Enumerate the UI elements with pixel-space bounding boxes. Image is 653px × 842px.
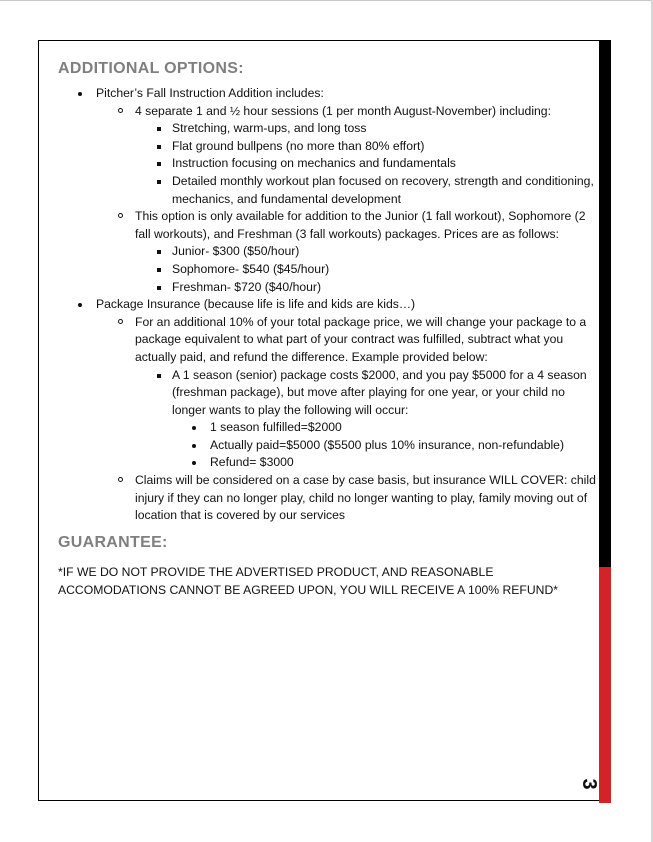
list-item (58, 85, 598, 296)
price-item: Freshman- $720 ($40/hour) (135, 279, 598, 297)
document-page (38, 40, 611, 801)
list-item (96, 103, 598, 209)
refund-policy-text: For an additional 10% of your total package price, we will change your package to a package equivalent to what part of your contract was fulfilled, subtract what you actually paid, and refund the difference. Example provided below: (135, 314, 587, 364)
list-item (58, 296, 598, 525)
calc-line: 1 season fulfilled=$2000 (172, 419, 598, 437)
price-list (135, 243, 598, 296)
options-list (58, 85, 598, 525)
calc-line: Refund= $3000 (172, 454, 598, 472)
list-item: Instruction focusing on mechanics and fundamentals (135, 155, 598, 173)
calc-line: Actually paid=$5000 ($5500 plus 10% insurance, non-refundable) (172, 437, 598, 455)
guarantee-text: *IF WE DO NOT PROVIDE THE ADVERTISED PRODUCT, AND REASONABLE ACCOMODATIONS CANNOT BE AGREED UPON, YOU WILL RECEIVE A 100% REFUND* (58, 564, 559, 597)
list-item: Flat ground bullpens (no more than 80% effort) (135, 138, 598, 156)
sessions-items (135, 120, 598, 208)
additional-options-heading: ADDITIONAL OPTIONS: (58, 60, 244, 77)
example-list (135, 367, 598, 473)
side-accent-bar-black (599, 40, 611, 567)
viewer-edge-top (0, 0, 653, 1)
pitcher-addition-label: Pitcher’s Fall Instruction Addition includes: (96, 86, 324, 100)
side-accent-bar-red (599, 567, 611, 803)
sessions-label: 4 separate 1 and ½ hour sessions (1 per month August-November) including: (135, 103, 551, 118)
list-item: Claims will be considered on a case by case basis, but insurance WILL COVER: child injury if they can no longer play, child no longer wanting to play, family moving out of location that is covered by our services (96, 472, 598, 525)
example-calc-list (172, 419, 598, 472)
page-number: 3 (578, 778, 600, 790)
page-content (58, 59, 598, 599)
guarantee-heading: GUARANTEE: (58, 533, 168, 551)
insurance-label: Package Insurance (because life is life and kids are kids…) (96, 297, 416, 312)
availability-label: This option is only available for addition to the Junior (1 fall workout), Sophomore (2 fall workouts), and Freshman (3 fall workouts) packages. Prices are as follows: (135, 209, 586, 241)
list-item (96, 314, 598, 472)
price-item: Junior- $300 ($50/hour) (135, 243, 598, 261)
insurance-sublist (96, 314, 598, 525)
list-item (135, 367, 598, 473)
list-item (96, 208, 598, 296)
pitcher-sublist (96, 103, 598, 297)
list-item: Detailed monthly workout plan focused on recovery, strength and conditioning, mechanics, and fundamental development (135, 173, 598, 208)
list-item: Stretching, warm-ups, and long toss (135, 120, 598, 138)
price-item: Sophomore- $540 ($45/hour) (135, 261, 598, 279)
example-text: A 1 season (senior) package costs $2000, and you pay $5000 for a 4 season (freshman package), but move after playing for one year, or your child no longer wants to play the following will occur: (172, 367, 587, 417)
